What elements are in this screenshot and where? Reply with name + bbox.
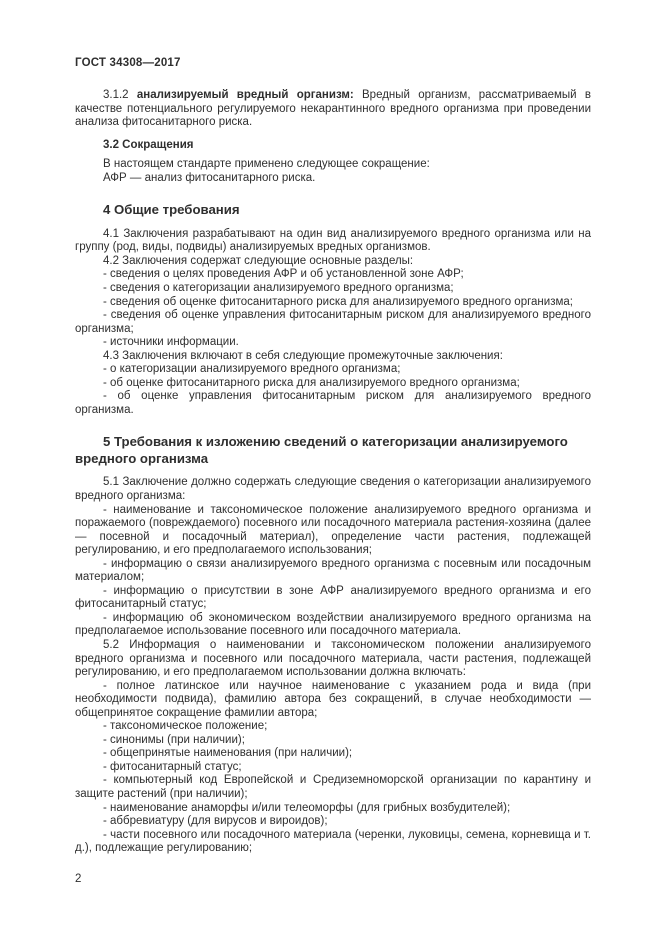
list-item: - информацию о связи анализируемого вредного организма с посевным или посадочным материалом; xyxy=(75,557,591,584)
paragraph: 4.3 Заключения включают в себя следующие промежуточные заключения: xyxy=(103,349,503,362)
list-item: - сведения об оценке фитосанитарного риска для анализируемого вредного организма; xyxy=(103,295,573,308)
section-heading-5: 5 Требования к изложению сведений о категоризации анализируемого вредного организма xyxy=(75,434,568,466)
paragraph: 5.1 Заключение должно содержать следующие сведения о категоризации анализируемого вредного организма: xyxy=(75,476,591,502)
list-item: - об оценке фитосанитарного риска для анализируемого вредного организма; xyxy=(103,376,520,389)
paragraph: 4.2 Заключения содержат следующие основные разделы: xyxy=(103,254,414,267)
section-heading-4: 4 Общие требования xyxy=(103,202,240,218)
document-content xyxy=(75,89,591,856)
list-item: - наименование анаморфы и/или телеоморфы (для грибных возбудителей); xyxy=(103,801,511,814)
paragraph: 4.1 Заключения разрабатывают на один вид анализируемого вредного организма или на группу (род, виды, подвиды) анализируемых вредных организмов. xyxy=(75,227,591,254)
list-item: - о категоризации анализируемого вредного организма; xyxy=(103,363,401,376)
list-item: - аббревиатуру (для вирусов и вироидов); xyxy=(103,815,328,828)
list-item: - информацию об экономическом воздействии анализируемого вредного организма на предполагаемое использование посевного или посадочного материала. xyxy=(75,611,591,638)
list-item: - источники информации. xyxy=(103,336,239,349)
term-definition-3-1-2: 3.1.2 анализируемый вредный организм: Вредный организм, рассматриваемый в качестве потенциального регулируемого некарантинного вредного организма при проведении анализа фитосанитарного риска. xyxy=(75,89,591,129)
list-item: - таксономическое положение; xyxy=(103,720,268,733)
subsection-heading-3-2: 3.2 Сокращения xyxy=(103,138,194,151)
list-item: - сведения о целях проведения АФР и об установленной зоне АФР; xyxy=(103,268,464,281)
list-item: - сведения об оценке управления фитосанитарным риском для анализируемого вредного организма; xyxy=(75,309,591,335)
document-standard-number: ГОСТ 34308—2017 xyxy=(75,57,181,69)
paragraph: АФР — анализ фитосанитарного риска. xyxy=(103,171,316,184)
list-item: - наименование и таксономическое положение анализируемого вредного организма и поражаемого (повреждаемого) посевного или посадочного материала растения-хозяина (далее — посевной и посадочный материал), определение части растения, подлежащей регулированию, и его предполагаемого использования; xyxy=(75,503,591,557)
paragraph: 5.2 Информация о наименовании и таксономическом положении анализируемого вредного организма и посевного или посадочного материала, части растения, подлежащей регулированию, и его предполагаемом использовании должна включать: xyxy=(75,639,591,679)
list-item: - компьютерный код Европейской и Средиземноморской организации по карантину и защите растений (при наличии); xyxy=(75,774,591,801)
list-item: - синонимы (при наличии); xyxy=(103,733,245,746)
list-item: - части посевного или посадочного материала (черенки, луковицы, семена, корневища и т. д.), подлежащие регулированию; xyxy=(75,828,591,855)
page-number: 2 xyxy=(75,873,82,885)
list-item: - полное латинское или научное наименование с указанием рода и вида (при необходимости подвида), фамилию автора без сокращений, в случае необходимости — общепринятое сокращение фамилии автора; xyxy=(75,679,591,719)
paragraph: В настоящем стандарте применено следующее сокращение: xyxy=(103,158,430,171)
list-item: - информацию о присутствии в зоне АФР анализируемого вредного организма и его фитосанитарный статус; xyxy=(75,584,591,611)
list-item: - фитосанитарный статус; xyxy=(103,760,242,773)
list-item: - сведения о категоризации анализируемого вредного организма; xyxy=(103,281,454,294)
list-item: - об оценке управления фитосанитарным риском для анализируемого вредного организма. xyxy=(75,390,591,416)
list-item: - общепринятые наименования (при наличии); xyxy=(103,747,353,760)
